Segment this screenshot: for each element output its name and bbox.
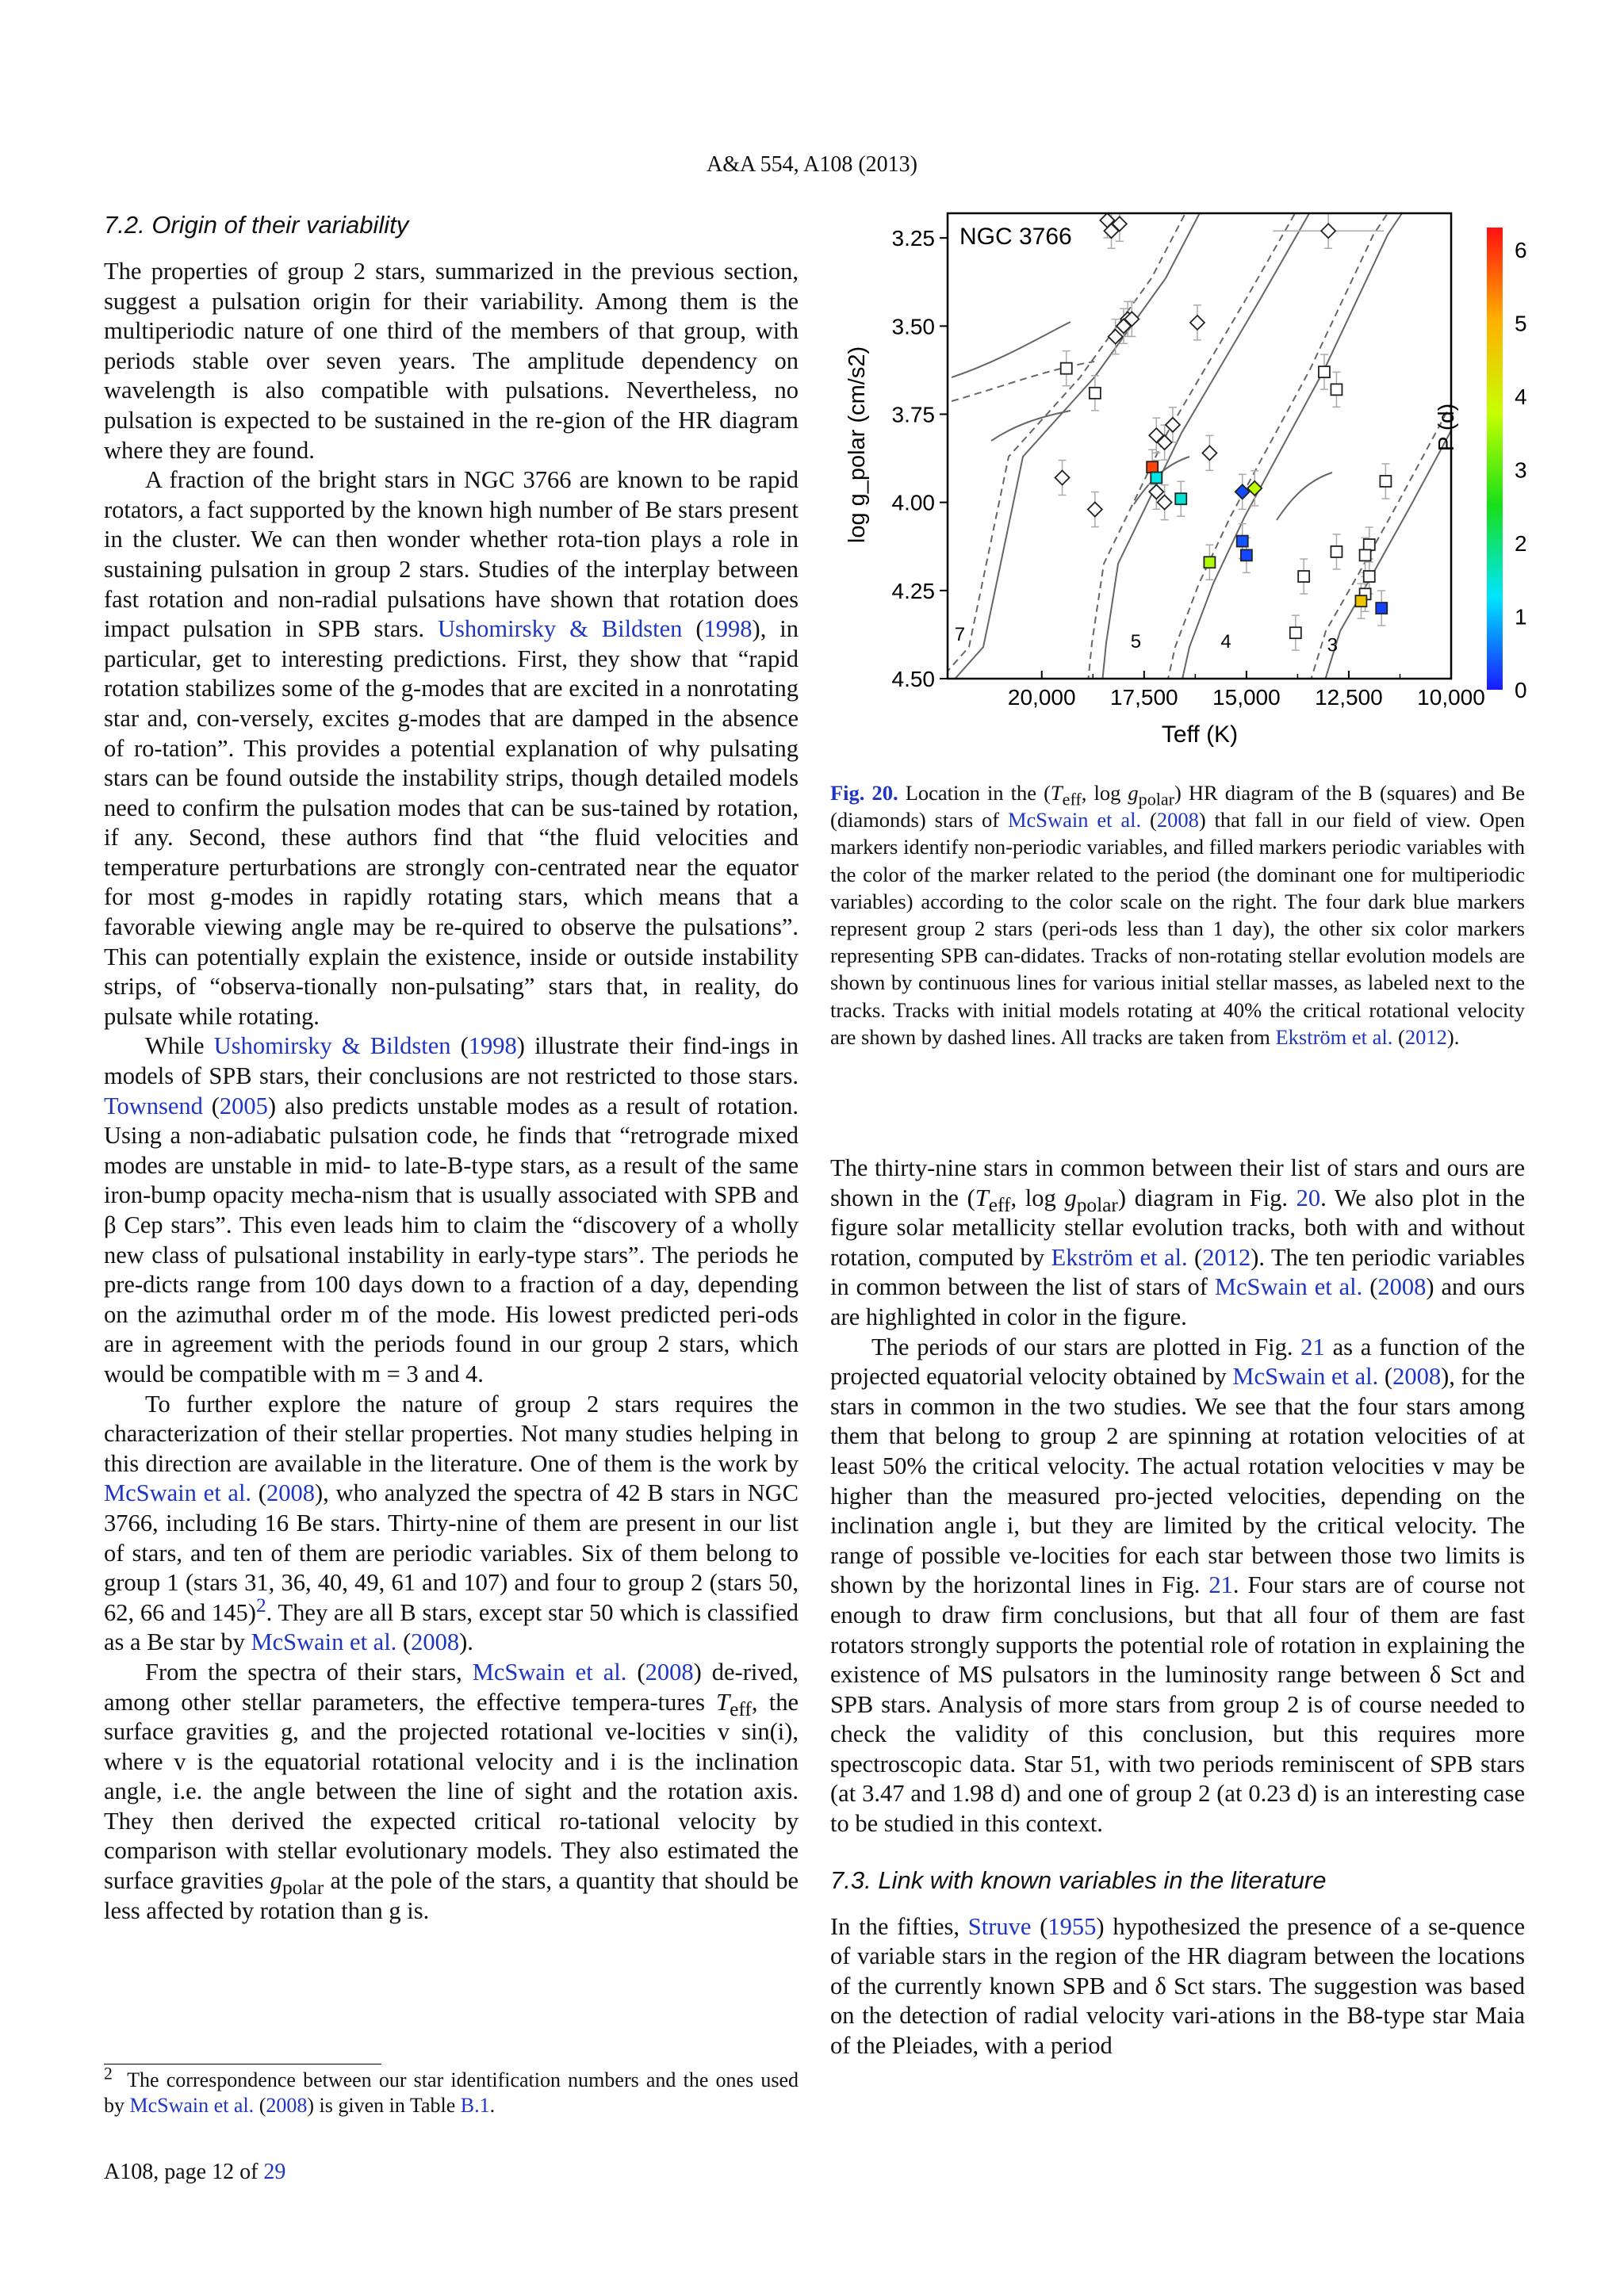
data-markers [1055,213,1392,638]
open-square-marker [1360,549,1371,561]
citation-link[interactable]: Townsend [104,1092,203,1119]
colorbar-tick-label: 2 [1515,530,1527,556]
open-square-marker [1298,571,1309,582]
footnote-mark[interactable]: 2 [255,1594,266,1617]
gpolar-symbol: g [1128,781,1139,805]
filled-square-marker [1376,603,1387,614]
open-square-marker [1364,539,1375,550]
paragraph: To further explore the nature of group 2 stars requires the characterization of their stellar properties. Not many studies helping in this direction are available in the literature. One of them is the work by McSwain et al. (2008), who analyzed the spectra of 42 B stars in NGC 3766, including 16 Be stars. Thirty-nine of them are present in our list of stars, and ten of them are periodic variables. Six of them belong to group 1 (stars 31, 36, 40, 49, 61 and 107) and four to group 2 (stars 50, 62, 66 and 145)$^2$. They are all B stars, except star 50 which is classified as a Be star by McSwain et al. (2008). [104,1390,799,1656]
y-tick-label: 4.50 [891,667,935,691]
left-column [104,211,799,1926]
citation-year-link[interactable]: 1955 [1048,1912,1097,1940]
track-mass-label: 3 [1327,634,1338,656]
filled-square-marker [1204,557,1215,568]
teff-symbol: T [716,1688,730,1716]
citation-year-link[interactable]: 2005 [219,1092,268,1119]
text: ) de-rived, among other stellar parameters, the effective tempera-tures [104,1658,799,1716]
figure-caption: Fig. 20. Location in the ($T_{eff}$, $\log g_{polar}$) HR diagram of the B (squares) and Be (diamonds) stars of McSwain et al. (2008) that fall in our field of view. Open markers identify non-periodic variables, and filled markers periodic variables with the color of the marker related to the period (the dominant one for multiperiodic variables) according to the color scale on the right. The four dark blue markers represent group 2 stars (peri-ods less than 1 day), the other six color markers representing SPB can-didates. Tracks of non-rotating stellar evolution models are shown by continuous lines for various initial stellar masses, as labeled next to the tracks. Tracks with initial models rotating at 40% the critical rotational velocity are shown by dashed lines. All tracks are taken from Ekström et al. (2012). [830,781,1526,1049]
citation-link[interactable]: Ekström et al. [1275,1024,1393,1049]
y-tick-label: 3.75 [891,402,935,427]
citation-year-link[interactable]: 2008 [1156,808,1199,832]
text: ). The ten periodic variables in common between the list of stars of [830,1243,1525,1301]
x-axis-label: Teff (K) [1161,721,1239,748]
citation-link[interactable]: McSwain et al. [251,1628,397,1656]
text: ) that fall in our field of view. Open markers identify non-periodic variables, and filled markers periodic variables with the color of the marker related to the period (the dominant one for multiperiodic variables) according to the color scale on the right. The four dark blue markers represent group 2 stars (peri-ods less than 1 day), the other six color markers representing SPB can-didates. Tracks of non-rotating stellar evolution models are shown by continuous lines for various initial stellar masses, as labeled next to the tracks. Tracks with initial models rotating at 40% the critical rotational velocity are shown by dashed lines. All tracks are taken from [830,808,1526,1049]
track-hook [952,322,1071,377]
text: , log [1081,781,1128,805]
filled-square-marker [1175,493,1186,504]
citation-year-link[interactable]: 2008 [266,1479,315,1507]
text: at the pole of the stars, a quantity that should be less affected by rotation than g is. [104,1867,799,1924]
colorbar-tick-label: 6 [1515,237,1527,262]
text: The properties of group 2 stars, summarized in the previous section, suggest a pulsation origin for their variability. Among them is the multiperiodic nature of one third of the members of that group, with periods stable over seven years. The amplitude dependency on wavelength is also compatible with pulsations. Nevertheless, no pulsation is expected to be sustained in the re-gion of the HR diagram where they are found. [104,258,799,464]
footnote: $^2$ The correspondence between our star identification numbers and the ones used by McSwain et al. (2008) is given in Table B.1. [104,2064,799,2117]
y-axis-label: log g_polar (cm/s2) [845,346,870,544]
text: ) illustrate their find-ings in models of SPB stars, their conclusions are not restricted to those stars. [104,1032,799,1090]
text: ) diagram in Fig. [1117,1184,1297,1211]
open-square-marker [1331,546,1342,557]
paragraph: While Ushomirsky & Bildsten (1998) illustrate their find-ings in models of SPB stars, their conclusions are not restricted to those stars. Townsend (2005) also predicts unstable modes as a result of rotation. Using a non-adiabatic pulsation code, he finds that “retrograde mixed modes are unstable in mid- to late-B-type stars, as a result of the same iron-bump opacity mecha-nism that is usually associated with SPB and β Cep stars”. This even leads him to claim the “discovery of a wholly new class of pulsational instability in early-type stars”. The periods he pre-dicts range from 100 days down to a fraction of a day, depending on the azimuthal order m of the mode. His lowest predicted peri-ods are in agreement with the periods found in our group 2 stars, which would be compatible with m = 3 and 4. [104,1032,799,1387]
open-diamond-marker [1166,418,1180,432]
citation-year-link[interactable]: 2012 [1202,1243,1251,1271]
text: ). [1446,1024,1460,1049]
paragraph: The thirty-nine stars in common between their list of stars and ours are shown in the ($T_{eff}$, $\log g_{polar}$) diagram in Fig. 20. We also plot in the figure solar metallicity stellar evolution tracks, both with and without rotation, computed by Ekström et al. (2012). The ten periodic variables in common between the list of stars of McSwain et al. (2008) and ours are highlighted in color in the figure. [830,1154,1526,1330]
citation-year-link[interactable]: 2008 [411,1628,460,1656]
citation-link[interactable]: McSwain et al. [1232,1363,1379,1391]
open-diamond-marker [1321,224,1335,238]
colorbar-tick-label: 1 [1515,604,1527,629]
text: ), for the stars in common in the two studies. We see that the four stars among them that belong to group 2 are spinning at rotation velocities of at least 50% the critical velocity. The actual rotation velocities v may be higher than the measured pro-jected velocities, depending on the inclination angle i, but they are limited by the critical velocity. The range of possible ve-locities for each star between those two limits is shown by the horizontal lines in Fig. [830,1363,1525,1599]
gpolar-symbol: g [270,1867,282,1895]
colorbar-ticks [1515,238,1527,702]
text: While [145,1032,214,1060]
citation-link[interactable]: Ekström et al. [1051,1243,1188,1271]
text: ) and ours are highlighted in color in the figure. [830,1273,1525,1330]
text: A fraction of the bright stars in NGC 3766 are known to be rapid rotators, a fact supported by the known high number of Be stars present in the cluster. We can then wonder whether rota-tion plays a role in sustaining pulsation in group 2 stars. Studies of the interplay between fast rotation and non-radial pulsations have shown that rotation does impact pulsation in SPB stars. [104,466,799,643]
figure-label-link[interactable]: Fig. 20. [830,781,898,805]
citation-year-link[interactable]: 2008 [266,2094,308,2117]
paragraph [104,257,799,465]
teff-subscript: eff [730,1697,752,1720]
track-mass-label: 7 [954,624,966,646]
citation-year-link[interactable]: 2008 [1377,1273,1427,1301]
colorbar-tick-label: 4 [1515,384,1527,409]
track-nonrotating [1102,203,1324,683]
citation-link[interactable]: McSwain et al. [104,1479,252,1507]
figure-20 [833,203,1530,758]
figure-link[interactable]: 21 [1300,1333,1325,1360]
open-diamond-marker [1088,503,1102,517]
open-square-marker [1331,384,1342,395]
table-link[interactable]: B.1 [460,2094,490,2117]
citation-link[interactable]: Struve [967,1912,1032,1940]
text: , log [1010,1184,1065,1211]
gpolar-subscript: polar [1138,789,1175,809]
text: In the fifties, [830,1912,968,1940]
axes [892,226,1485,710]
page-footer [104,2160,285,2185]
colorbar-label: P (d) [1434,403,1458,452]
text: , in particular, get to interesting predictions. First, they show that “rapid rotation stabilizes some of the g-modes that are excited in a nonrotating star and, con-versely, excites g-modes that are damped in the absence of ro-tation”. This provides a potential explanation of why pulsating stars can be found outside the instability strips, though detailed models need to confirm the pulsation modes that can be sus-tained by rotation, if any. Second, these authors find that “the fluid velocities and temperature perturbations are strongly con-centrated near the equator for most g-modes in rapidly rotating stars, which means that a favorable viewing angle may be re-quired to observe the pulsations”. This can potentially explain the existence, inside or outside instability strips, of “observa-tionally non-pulsating” stars that, in reality, do pulsate while rotating. [104,615,799,1030]
open-square-marker [1364,571,1375,582]
text: The thirty-nine stars in common between their list of stars and ours are shown in the ( [830,1154,1525,1211]
x-tick-label: 17,500 [1109,685,1178,710]
citation-link[interactable]: McSwain et al. [129,2094,255,2117]
text: ). [459,1628,473,1656]
open-diamond-marker [1055,471,1070,485]
track-mass-label: 4 [1220,631,1231,653]
text: , the surface gravities g, and the projected rotational ve-locities v sin(i), where v is the equatorial rotational velocity and i is the inclination angle, i.e. the angle between the line of sight and the rotation axis. They then derived the expected critical ro-tational velocity by comparison with stellar evolutionary models. They also estimated the surface gravities [104,1688,799,1895]
filled-square-marker [1151,473,1162,484]
colorbar-tick-label: 0 [1515,678,1527,702]
text: Location in the ( [898,781,1051,805]
open-diamond-marker [1190,316,1205,330]
text: . Four stars are of course not enough to draw firm conclusions, but that all four of them are fast rotators strongly supports the potential role of rotation in explaining the existence of MS pulsators in the luminosity range between δ Sct and SPB stars. Analysis of more stars from group 2 is of course needed to check the validity of this conclusion, but this requires more spectroscopic data. Star 51, with two periods reminiscent of SPB stars (at 3.47 and 1.98 d) and one of group 2 (at 0.23 d) is an interesting case to be studied in this context. [830,1571,1525,1838]
text: ) hypothesized the presence of a se-quence of variable stars in the region of the HR diagram between the locations of the currently known SPB and δ Sct stars. The suggestion was based on the detection of radial velocity vari-ations in the B8-type star Maia of the Pleiades, with a period [830,1912,1525,2060]
text: . [489,2094,496,2117]
running-header: A&A 554, A108 (2013) [707,152,917,177]
citation-link[interactable]: McSwain et al. [472,1658,627,1686]
x-tick-label: 20,000 [1007,685,1076,710]
error-bars [1059,203,1390,653]
track-hook [952,362,1094,401]
text: The periods of our stars are plotted in Fig. [871,1333,1301,1360]
text: ), who analyzed the spectra of 42 B stars in NGC 3766, including 16 Be stars. Thirty-nine of them are present in our list of stars, and ten of them are periodic variables. Six of them belong to group 1 (stars 31, 36, 40, 49, 61 and 107) and four to group 2 (stars 50, 62, 66 and 145) [104,1479,799,1626]
filled-square-marker [1241,549,1252,561]
open-square-marker [1061,363,1072,374]
colorbar-tick-label: 3 [1515,457,1527,483]
citation-year-link[interactable]: 1998 [703,615,753,643]
x-tick-label: 12,500 [1315,685,1383,710]
paragraph: The periods of our stars are plotted in Fig. 21 as a function of the projected equatorial velocity obtained by McSwain et al. (2008), for the stars in common in the two studies. We see that the four stars among them that belong to group 2 are spinning at rotation velocities of at least 50% the critical velocity. The actual rotation velocities v may be higher than the measured pro-jected velocities, depending on the inclination angle i, but they are limited by the critical velocity. The range of possible ve-locities for each star between those two limits is shown by the horizontal lines in Fig. 21. Four stars are of course not enough to draw firm conclusions, but that all four of them are fast rotators strongly supports the potential role of rotation in explaining the existence of MS pulsators in the luminosity range between δ Sct and SPB stars. Analysis of more stars from group 2 is of course needed to check the validity of this conclusion, but this requires more spectroscopic data. Star 51, with two periods reminiscent of SPB stars (at 3.47 and 1.98 d) and one of group 2 (at 0.23 d) is an interesting case to be studied in this context. [830,1333,1525,1838]
citation-year-link[interactable]: 2012 [1404,1024,1447,1049]
citation-year-link[interactable]: 2008 [1392,1363,1442,1391]
citation-year-link[interactable]: 2008 [645,1658,694,1686]
y-tick-label: 3.25 [891,226,935,251]
citation-link[interactable]: Ushomirsky & Bildsten [213,1032,451,1060]
teff-symbol: T [1050,781,1063,805]
text: ) is given in Table [307,2094,461,2117]
citation-link[interactable]: McSwain et al. [1214,1273,1363,1301]
citation-link[interactable]: Ushomirsky & Bildsten [438,615,683,643]
filled-square-marker [1237,536,1248,547]
colorbar-tick-label: 5 [1515,311,1527,336]
citation-year-link[interactable]: 1998 [468,1032,517,1060]
text: as a function of the projected equatorial velocity obtained by [830,1333,1525,1391]
paragraph: A fraction of the bright stars in NGC 3766 are known to be rapid rotators, a fact supported by the known high number of Be stars present in the cluster. We can then wonder whether rota-tion plays a role in sustaining pulsation in group 2 stars. Studies of the interplay between fast rotation and non-radial pulsations have shown that rotation does impact pulsation in SPB stars. Ushomirsky & Bildsten (1998), in particular, get to interesting predictions. First, they show that “rapid rotation stabilizes some of the g-modes that are excited in a nonrotating star and, con-versely, excites g-modes that are damped in the absence of ro-tation”. This provides a potential explanation of why pulsating stars can be found outside the instability strips, though detailed models need to confirm the pulsation modes that can be sus-tained by rotation, if any. Second, these authors find that “the fluid velocities and temperature perturbations are strongly con-centrated near the equator for most g-modes in rapidly rotating stars, which means that a favorable viewing angle may be re-quired to observe the pulsations”. This can potentially explain the existence, inside or outside instability strips, of “observa-tionally non-pulsating” stars that, in reality, do pulsate while rotating. [104,466,799,1030]
footnote-number: 2 [104,2064,113,2084]
paragraph: In the fifties, Struve (1955) hypothesized the presence of a se-quence of variable stars in the region of the HR diagram between the locations of the currently known SPB and δ Sct stars. The suggestion was based on the detection of radial velocity vari-ations in the B8-type star Maia of the Pleiades, with a period [830,1912,1525,2060]
open-square-marker [1090,388,1101,399]
gpolar-symbol: g [1064,1184,1077,1211]
open-square-marker [1380,476,1391,487]
text: To further explore the nature of group 2 stars requires the characterization of their stellar properties. Not many studies helping in this direction are available in the literature. One of them is the work by [104,1390,799,1477]
total-pages-link[interactable]: 29 [263,2160,286,2184]
colorbar [1487,228,1503,690]
citation-link[interactable]: McSwain et al. [1007,808,1142,832]
teff-symbol: T [975,1184,989,1211]
filled-diamond-marker [1247,481,1262,496]
text: From the spectra of their stars, [145,1658,473,1686]
figure-link[interactable]: 21 [1208,1571,1233,1599]
hr-diagram-chart [833,203,1530,758]
paragraph: From the spectra of their stars, McSwain et al. (2008) de-rived, among other stellar parameters, the effective tempera-tures $T_{eff}$, the surface gravities g, and the projected rotational ve-locities v sin(i), where v is the equatorial rotational velocity and i is the inclination angle, i.e. the angle between the line of sight and the rotation axis. They then derived the expected critical ro-tational velocity by comparison with stellar evolutionary models. They also estimated the surface gravities $g_{polar}$ at the pole of the stars, a quantity that should be less affected by rotation than g is. [104,1658,799,1924]
text: . They are all B stars, except star 50 which is classified as a Be star by [104,1598,799,1656]
x-tick-label: 15,000 [1212,685,1281,710]
x-tick-label: 10,000 [1417,685,1485,710]
text: ) also predicts unstable modes as a result of rotation. Using a non-adiabatic pulsation code, he finds that “retrograde mixed modes are unstable in mid- to late-B-type stars, as a result of the same iron-bump opacity mecha-nism that is usually associated with SPB and β Cep stars”. This even leads him to claim the “discovery of a wholly new class of pulsational instability in early-type stars”. The periods he pre-dicts range from 100 days down to a fraction of a day, depending on the azimuthal order m of the mode. His lowest predicted peri-ods are in agreement with the periods found in our group 2 stars, which would be compatible with m = 3 and 4. [104,1092,799,1387]
teff-subscript: eff [1062,789,1082,809]
text: A108, page 12 of [104,2160,264,2184]
text: . We also plot in the figure solar metallicity stellar evolution tracks, both with and without rotation, computed by [830,1184,1526,1271]
gpolar-subscript: polar [282,1877,324,1900]
teff-subscript: eff [988,1193,1011,1216]
open-diamond-marker [1158,496,1172,510]
open-diamond-marker [1202,446,1216,460]
open-square-marker [1290,627,1301,638]
section-title-7-3: 7.3. Link with known variables in the literature [830,1866,1327,1894]
track-hook [991,411,1071,441]
y-tick-label: 3.50 [891,314,935,339]
y-tick-label: 4.25 [891,578,935,603]
track-rotating [1088,203,1310,683]
gpolar-subscript: polar [1076,1193,1118,1216]
filled-square-marker [1147,461,1158,473]
y-tick-label: 4.00 [891,490,935,515]
filled-diamond-marker [1235,484,1250,499]
track-mass-label: 5 [1130,631,1142,653]
text: The correspondence between our star identification numbers and the ones used by [104,2068,799,2117]
text: ) HR diagram of the B (squares) and Be (diamonds) stars of [830,781,1525,832]
filled-square-marker [1355,595,1366,607]
figure-link[interactable]: 20 [1296,1184,1321,1211]
chart-title: NGC 3766 [959,224,1072,250]
section-title-7-2: 7.2. Origin of their variability [104,211,409,239]
right-column [830,1154,1525,2061]
track-hook [1277,473,1332,520]
open-square-marker [1319,366,1330,377]
